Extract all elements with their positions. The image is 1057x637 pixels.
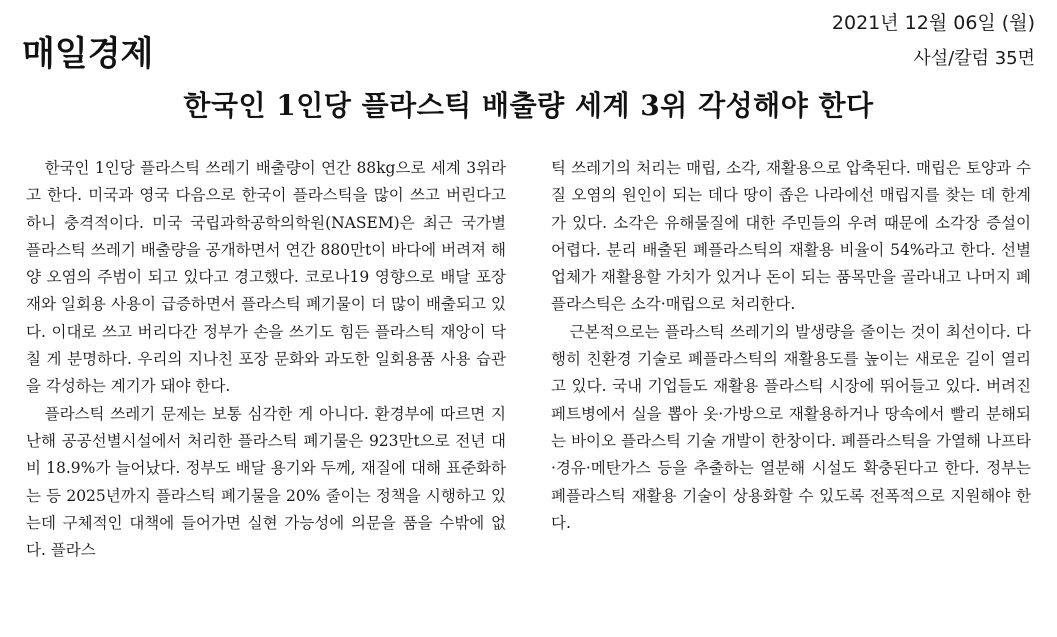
article-paragraph: 한국인 1인당 플라스틱 쓰레기 배출량이 연간 88kg으로 세계 3위라고 한다. 미국과 영국 다음으로 한국이 플라스틱을 많이 쓰고 버린다고 하니 충격적이다. 미국 국립과학공학의학원(NASEM)은 최근 국가별 플라스틱 쓰레기 배출량을 공개하면서 연간 880만t이 바다에 버려져 해양 오염의 주범이 되고 있다고 경고했다. 코로나19 영향으로 배달 포장재와 일회용 사용이 급증하면서 플라스틱 폐기물이 더 많이 배출되고 있다. 이대로 쓰고 버리다간 정부가 손을 쓰기도 힘든 플라스틱 재앙이 닥칠 게 분명하다. 우리의 지나친 포장 문화와 과도한 일회용품 사용 습관을 각성하는 계기가 돼야 한다. [26,159,506,396]
publication-date: 2021년 12월 06일 (월) [831,12,1035,34]
article-paragraph-continued: 틱 쓰레기의 처리는 매립, 소각, 재활용으로 압축된다. 매립은 토양과 수질 오염의 원인이 되는 데다 땅이 좁은 나라에선 매립지를 찾는 데 한계가 있다. 소각은 유해물질에 대한 주민들의 우려 때문에 소각장 증설이 어렵다. 분리 배출된 폐플라스틱의 재활용 비율이 54%라고 한다. 선별 업체가 재활용할 가치가 있거나 돈이 되는 품목만을 골라내고 나머지 폐플라스틱은 소각·매립으로 처리한다. [551,159,1031,314]
newspaper-masthead: 매일경제 [22,34,154,74]
section-page: 사설/칼럼 35면 [913,48,1035,69]
article-headline: 한국인 1인당 플라스틱 배출량 세계 3위 각성해야 한다 [183,89,874,122]
article-paragraph: 근본적으로는 플라스틱 쓰레기의 발생량을 줄이는 것이 최선이다. 다행히 친환경 기술로 폐플라스틱의 재활용도를 높이는 새로운 길이 열리고 있다. 국내 기업들도 재활용 플라스틱 시장에 뛰어들고 있다. 버려진 페트병에서 실을 뽑아 옷·가방으로 재활용하거나 땅속에서 빨리 분해되는 바이오 플라스틱 기술 개발이 한창이다. 폐플라스틱을 가열해 나프타·경유·메탄가스 등을 추출하는 열분해 시설도 확충된다고 한다. 정부는 폐플라스틱 재활용 기술이 상용화할 수 있도록 전폭적으로 지원해야 한다. [551,322,1031,532]
publication-meta [832,10,1035,72]
article-column-left [26,155,506,564]
article-column-right [551,155,1031,537]
article-paragraph: 플라스틱 쓰레기 문제는 보통 심각한 게 아니다. 환경부에 따르면 지난해 공공선별시설에서 처리한 플라스틱 폐기물은 923만t으로 전년 대비 18.9%가 늘어났다. 정부도 배달 용기와 두께, 재질에 대해 표준화하는 등 2025년까지 플라스틱 폐기물을 20% 줄이는 정책을 시행하고 있는데 구체적인 대책에 들어가면 실현 가능성에 의문을 품을 수밖에 없다. 플라스 [26,404,506,560]
